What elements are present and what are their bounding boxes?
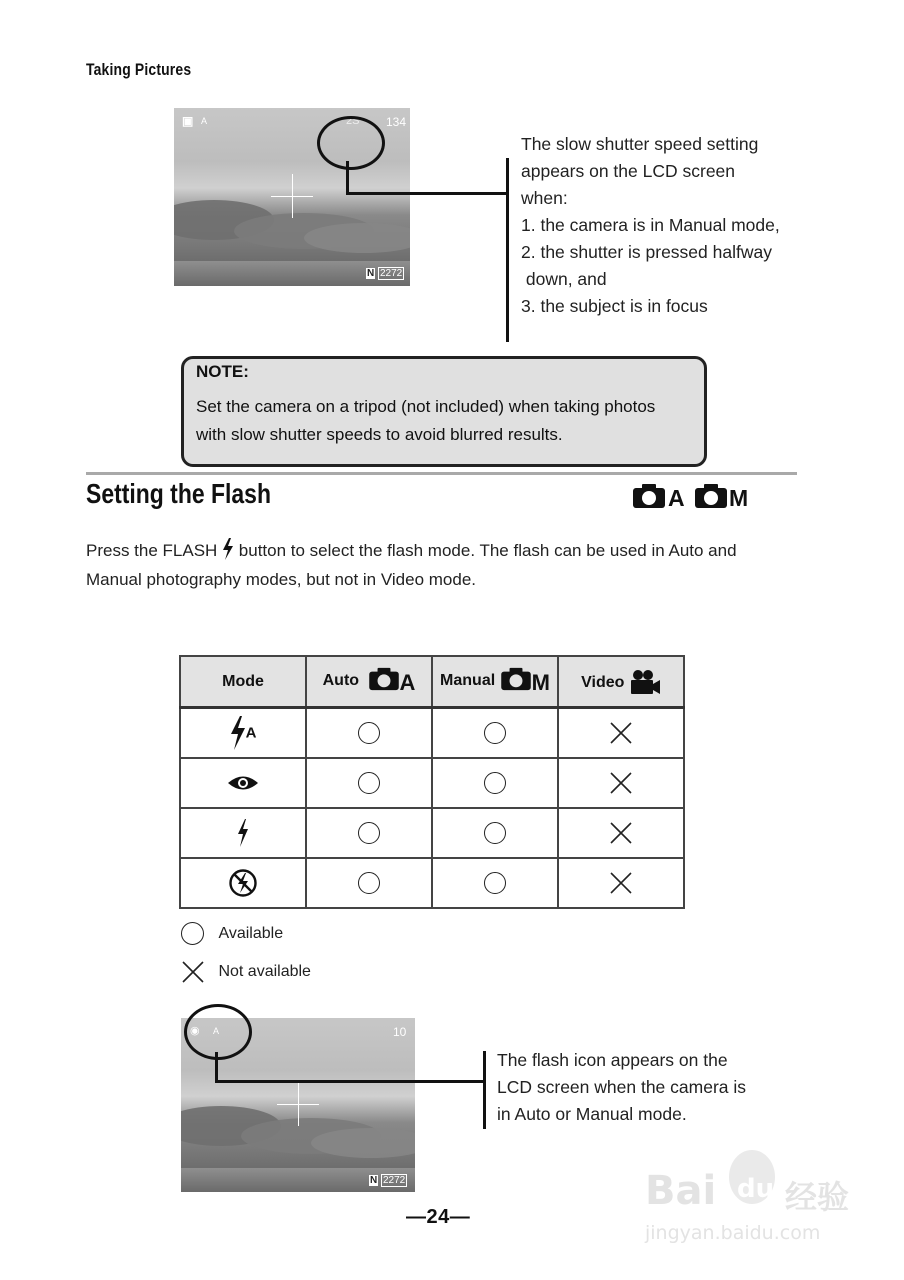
callout-bar bbox=[506, 158, 509, 342]
available-mark bbox=[484, 722, 506, 744]
callout-line: 2. the shutter is pressed halfway bbox=[521, 242, 772, 262]
not-available-mark bbox=[609, 871, 633, 895]
flash-off-icon bbox=[228, 868, 258, 898]
header-manual bbox=[432, 656, 558, 708]
forced-flash-icon bbox=[237, 819, 249, 847]
legend-available-label: Available bbox=[218, 924, 284, 942]
callout-oval-bottom bbox=[184, 1004, 252, 1060]
flash-mode-table bbox=[179, 655, 685, 909]
callout-line: in Auto or Manual mode. bbox=[497, 1104, 687, 1124]
available-mark bbox=[358, 722, 380, 744]
applicable-modes bbox=[632, 481, 762, 511]
camera-mode-icon: ▣ bbox=[182, 114, 194, 128]
callout-line: The flash icon appears on the bbox=[497, 1050, 728, 1070]
shots-remaining: 10 bbox=[393, 1025, 407, 1039]
callout-line: when: bbox=[521, 188, 568, 208]
table-row bbox=[180, 708, 684, 759]
header-mode: Mode bbox=[180, 656, 306, 708]
auto-available-cell bbox=[306, 808, 432, 858]
callout-bar bbox=[483, 1051, 486, 1129]
intro-text: Press the FLASH bbox=[86, 541, 223, 560]
page-number bbox=[406, 1206, 470, 1229]
watermark-brand-right: 经验 bbox=[785, 1178, 850, 1216]
intro-text: button to select the flash mode. The flash can be used in Auto and bbox=[234, 541, 737, 560]
header-manual-label: Manual bbox=[440, 672, 496, 689]
quality-indicator: N bbox=[370, 1175, 378, 1186]
section-title: Setting the Flash bbox=[86, 478, 271, 509]
flash-intro bbox=[86, 536, 806, 594]
note-title: NOTE: bbox=[196, 362, 249, 381]
note-line: Set the camera on a tripod (not included) when taking photos bbox=[196, 397, 656, 416]
table-header-row bbox=[180, 656, 684, 708]
connector-line bbox=[346, 161, 349, 195]
not-available-mark bbox=[609, 721, 633, 745]
video-unavailable-cell bbox=[558, 758, 684, 808]
callout-line: LCD screen when the camera is bbox=[497, 1077, 746, 1097]
auto-flash-letter: A bbox=[245, 724, 257, 742]
watermark-url: jingyan.baidu.com bbox=[645, 1222, 821, 1244]
dash: — bbox=[406, 1206, 427, 1228]
available-mark bbox=[484, 822, 506, 844]
connector-line bbox=[215, 1052, 218, 1083]
resolution-readout: 2272 bbox=[383, 1175, 406, 1186]
section-divider bbox=[86, 472, 797, 475]
camera-manual-icon bbox=[694, 483, 728, 509]
callout-line: 1. the camera is in Manual mode, bbox=[521, 215, 780, 235]
manual-mode-letter: M bbox=[729, 485, 749, 511]
camera-auto-icon bbox=[632, 483, 666, 509]
available-mark bbox=[181, 922, 204, 945]
manual-available-cell bbox=[432, 758, 558, 808]
available-mark bbox=[484, 872, 506, 894]
available-mark bbox=[358, 872, 380, 894]
resolution-readout: 2272 bbox=[380, 268, 403, 279]
auto-flash-icon bbox=[230, 716, 246, 750]
watermark-brand-paw: du bbox=[737, 1174, 775, 1204]
callout-oval-top bbox=[317, 116, 385, 170]
connector-line bbox=[346, 192, 508, 195]
red-eye-reduction-icon bbox=[227, 774, 259, 792]
mode-cell bbox=[180, 858, 306, 908]
flash-indicator: A bbox=[213, 1026, 220, 1036]
flash-icon-callout bbox=[497, 1047, 797, 1128]
manual-letter: M bbox=[531, 670, 550, 695]
watermark-brand-left: Bai bbox=[645, 1168, 717, 1214]
intro-line: Manual photography modes, but not in Video mode. bbox=[86, 570, 477, 589]
manual-available-cell bbox=[432, 708, 558, 759]
callout-line: appears on the LCD screen bbox=[521, 161, 736, 181]
shutter-speed-readout: 2S bbox=[346, 115, 360, 127]
available-mark bbox=[358, 822, 380, 844]
section-header: Taking Pictures bbox=[86, 60, 192, 79]
header-video bbox=[558, 656, 684, 708]
legend-available bbox=[181, 922, 283, 945]
video-unavailable-cell bbox=[558, 808, 684, 858]
header-video-label: Video bbox=[581, 673, 625, 691]
video-camera-icon bbox=[629, 669, 661, 695]
auto-available-cell bbox=[306, 708, 432, 759]
auto-available-cell bbox=[306, 858, 432, 908]
shots-remaining: 134 bbox=[386, 115, 407, 129]
manual-available-cell bbox=[432, 808, 558, 858]
table-row bbox=[180, 758, 684, 808]
quality-indicator: N bbox=[367, 268, 375, 279]
mode-cell bbox=[180, 758, 306, 808]
camera-mode-icon: ◉ bbox=[190, 1025, 200, 1037]
watermark bbox=[645, 1150, 865, 1260]
dash: — bbox=[449, 1206, 471, 1228]
mode-cell bbox=[180, 808, 306, 858]
note-box bbox=[181, 356, 707, 467]
video-unavailable-cell bbox=[558, 708, 684, 759]
intro-line bbox=[86, 536, 806, 565]
flash-indicator: A bbox=[201, 116, 208, 126]
legend-not-available bbox=[181, 960, 311, 984]
callout-line: down, and bbox=[521, 269, 607, 289]
flash-icon bbox=[222, 538, 234, 560]
available-mark bbox=[484, 772, 506, 794]
camera-auto-icon bbox=[368, 667, 400, 691]
header-auto bbox=[306, 656, 432, 708]
video-unavailable-cell bbox=[558, 858, 684, 908]
camera-manual-icon bbox=[500, 667, 532, 691]
table-row bbox=[180, 858, 684, 908]
not-available-mark bbox=[609, 771, 633, 795]
callout-line: The slow shutter speed setting bbox=[521, 134, 759, 154]
mode-cell bbox=[180, 708, 306, 759]
auto-letter: A bbox=[399, 670, 416, 695]
legend-not-available-label: Not available bbox=[218, 963, 311, 980]
page-number-value: 24 bbox=[426, 1206, 450, 1228]
note-text bbox=[196, 393, 701, 449]
not-available-mark bbox=[609, 821, 633, 845]
not-available-mark bbox=[181, 960, 205, 984]
header-auto-label: Auto bbox=[322, 672, 360, 689]
auto-mode-letter: A bbox=[668, 485, 685, 511]
table-row bbox=[180, 808, 684, 858]
callout-line: 3. the subject is in focus bbox=[521, 296, 708, 316]
slow-shutter-callout bbox=[521, 131, 811, 320]
auto-available-cell bbox=[306, 758, 432, 808]
available-mark bbox=[358, 772, 380, 794]
manual-available-cell bbox=[432, 858, 558, 908]
note-line: with slow shutter speeds to avoid blurred results. bbox=[196, 425, 563, 444]
connector-line bbox=[215, 1080, 485, 1083]
